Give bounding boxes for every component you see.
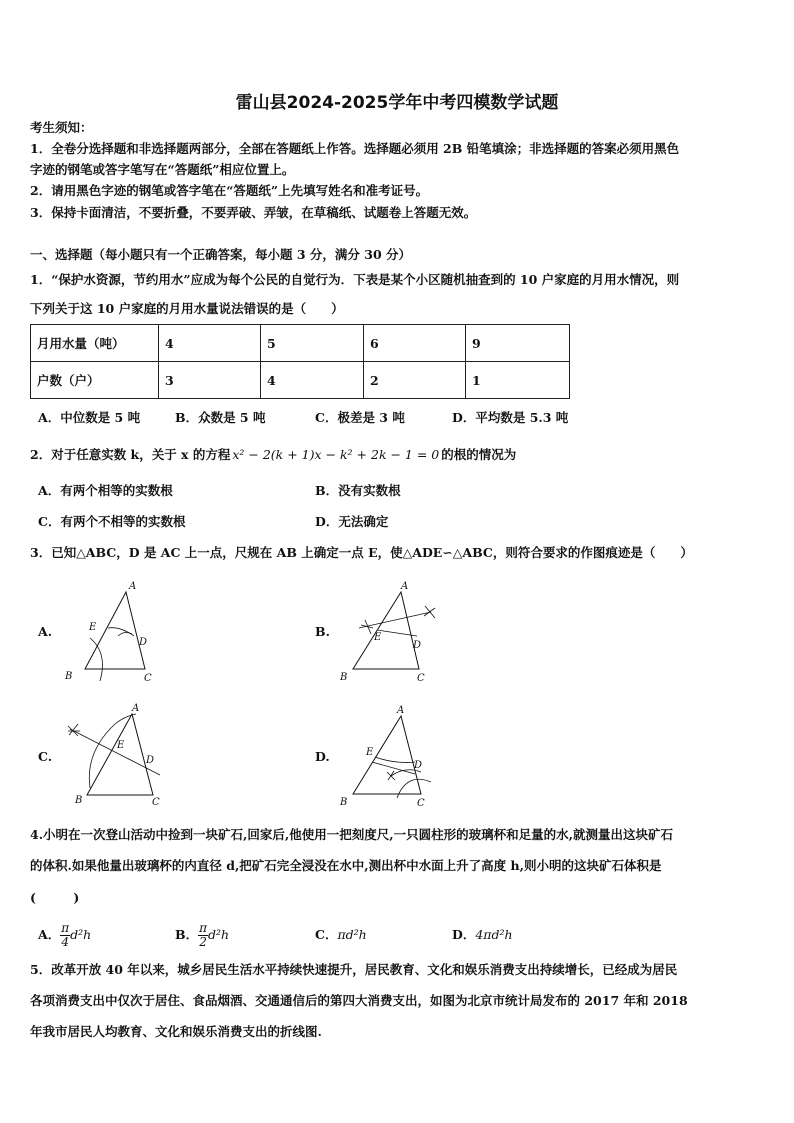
question-2-equation: x² − 2(k + 1)x − k² + 2k − 1 = 0 (232, 447, 440, 462)
option-a-fraction: $\frac{\pi}{4}$ (61, 920, 70, 949)
point-label-b: B (75, 795, 83, 806)
notice-item-3: 3．保持卡面清洁，不要折叠，不要弄破、弄皱，在草稿纸、试题卷上答题无效。 (30, 205, 477, 220)
point-label-c: C (152, 797, 160, 808)
point-label-d: D (146, 755, 155, 766)
question-2-option-b[interactable]: B．没有实数根 (315, 483, 401, 498)
option-b-fraction: $\frac{\pi}{2}$ (199, 920, 207, 949)
table-cell: 月用水量（吨） (31, 325, 159, 362)
question-2-option-d[interactable]: D．无法确定 (315, 514, 389, 529)
page-title: 雷山县2024-2025学年中考四模数学试题 (235, 93, 559, 113)
point-label-e: E (117, 740, 125, 751)
point-label-a: A (132, 703, 140, 714)
question-2-option-c[interactable]: C．有两个不相等的实数根 (38, 514, 186, 529)
option-a-label: A． (38, 927, 61, 942)
question-3-option-d-label[interactable]: D. (315, 749, 330, 764)
option-b-expression: d²h (207, 927, 230, 942)
question-1-line-2: 下列关于这 10 户家庭的月用水量说法错误的是（ ） (30, 301, 344, 316)
point-label-c: C (417, 798, 425, 809)
point-label-b: B (340, 797, 348, 808)
table-cell: 6 (364, 325, 466, 362)
point-label-e: E (374, 632, 382, 643)
table-cell: 4 (261, 362, 364, 399)
table-cell: 9 (466, 325, 570, 362)
table-cell: 3 (159, 362, 261, 399)
figure-c[interactable] (60, 702, 170, 810)
question-1-option-b[interactable]: B．众数是 5 吨 (175, 410, 266, 425)
question-3-option-c-label[interactable]: C. (38, 749, 53, 764)
table-cell: 5 (261, 325, 364, 362)
point-label-d: D (413, 640, 422, 651)
question-4-option-a[interactable] (38, 915, 91, 955)
point-label-a: A (129, 581, 137, 592)
notice-item-1-line-1: 1．全卷分选择题和非选择题两部分，全部在答题纸上作答。选择题必须用 2B 铅笔填涂；非选择题的答案必须用黑色 (30, 141, 680, 156)
question-5-line-1: 5．改革开放 40 年以来，城乡居民生活水平持续快速提升，居民教育、文化和娱乐消费支出持续增长，已经成为居民 (30, 962, 678, 977)
table-cell: 4 (159, 325, 261, 362)
question-5-line-3: 年我市居民人均教育、文化和娱乐消费支出的折线图. (30, 1024, 322, 1039)
figure-b[interactable] (335, 578, 445, 686)
table-cell: 户数（户） (31, 362, 159, 399)
water-usage-table (30, 324, 570, 399)
notice-item-2: 2．请用黑色字迹的钢笔或答字笔在“答题纸”上先填写姓名和准考证号。 (30, 183, 429, 198)
question-1-option-c[interactable]: C．极差是 3 吨 (315, 410, 405, 425)
question-4-line-1: 4.小明在一次登山活动中捡到一块矿石,回家后,他使用一把刻度尺,一只圆柱形的玻璃杯和足量的水,就测量出这块矿石 (30, 827, 673, 842)
table-cell: 2 (364, 362, 466, 399)
option-b-label: B． (175, 927, 199, 942)
question-4-line-3: ( ) (30, 890, 80, 905)
option-d-expression: 4πd²h (475, 927, 513, 942)
question-3-option-b-label[interactable]: B. (315, 624, 330, 639)
point-label-e: E (366, 747, 374, 758)
question-2-stem (30, 447, 516, 463)
question-5-line-2: 各项消费支出中仅次于居住、食品烟酒、交通通信后的第四大消费支出，如图为北京市统计局发布的 2017 年和 2018 (30, 993, 688, 1008)
point-label-b: B (65, 671, 73, 682)
question-4-option-d[interactable] (452, 915, 513, 955)
table-row (31, 325, 570, 362)
point-label-d: D (139, 637, 148, 648)
notice-heading: 考生须知： (30, 120, 93, 135)
option-a-expression: d²h (70, 927, 92, 942)
figure-d[interactable] (335, 702, 445, 810)
question-1-option-a[interactable]: A．中位数是 5 吨 (38, 410, 141, 425)
question-2-option-a[interactable]: A．有两个相等的实数根 (38, 483, 173, 498)
question-1-line-1: 1．“保护水资源，节约用水”应成为每个公民的自觉行为．下表是某个小区随机抽查到的 10 户家庭的月用水情况，则 (30, 272, 680, 287)
section-heading: 一、选择题（每小题只有一个正确答案，每小题 3 分，满分 30 分） (30, 247, 412, 262)
question-4-option-b[interactable] (175, 915, 229, 955)
question-1-option-d[interactable]: D．平均数是 5.3 吨 (452, 410, 569, 425)
point-label-c: C (144, 673, 152, 684)
question-2-suffix: 的根的情况为 (441, 447, 517, 462)
point-label-c: C (417, 673, 425, 684)
point-label-e: E (89, 622, 97, 633)
question-4-option-c[interactable] (315, 915, 367, 955)
table-cell: 1 (466, 362, 570, 399)
question-3-option-a-label[interactable]: A. (38, 624, 53, 639)
question-3-stem: 3．已知△ABC，D 是 AC 上一点，尺规在 AB 上确定一点 E，使△ADE∽△ABC，则符合要求的作图痕迹是（ ） (30, 545, 693, 560)
option-c-label: C． (315, 927, 338, 942)
point-label-d: D (414, 760, 423, 771)
point-label-b: B (340, 672, 348, 683)
point-label-a: A (397, 705, 405, 716)
option-c-expression: πd²h (337, 927, 367, 942)
table-row (31, 362, 570, 399)
question-2-prefix: 2．对于任意实数 k，关于 x 的方程 (30, 447, 231, 462)
point-label-a: A (401, 581, 409, 592)
figure-a[interactable] (60, 578, 160, 686)
notice-item-1-line-2: 字迹的钢笔或答字笔写在“答题纸”相应位置上。 (30, 162, 295, 177)
question-4-line-2: 的体积.如果他量出玻璃杯的内直径 d,把矿石完全浸没在水中,测出杯中水面上升了高度 h,则小明的这块矿石体积是 (30, 858, 662, 873)
option-d-label: D． (452, 927, 476, 942)
